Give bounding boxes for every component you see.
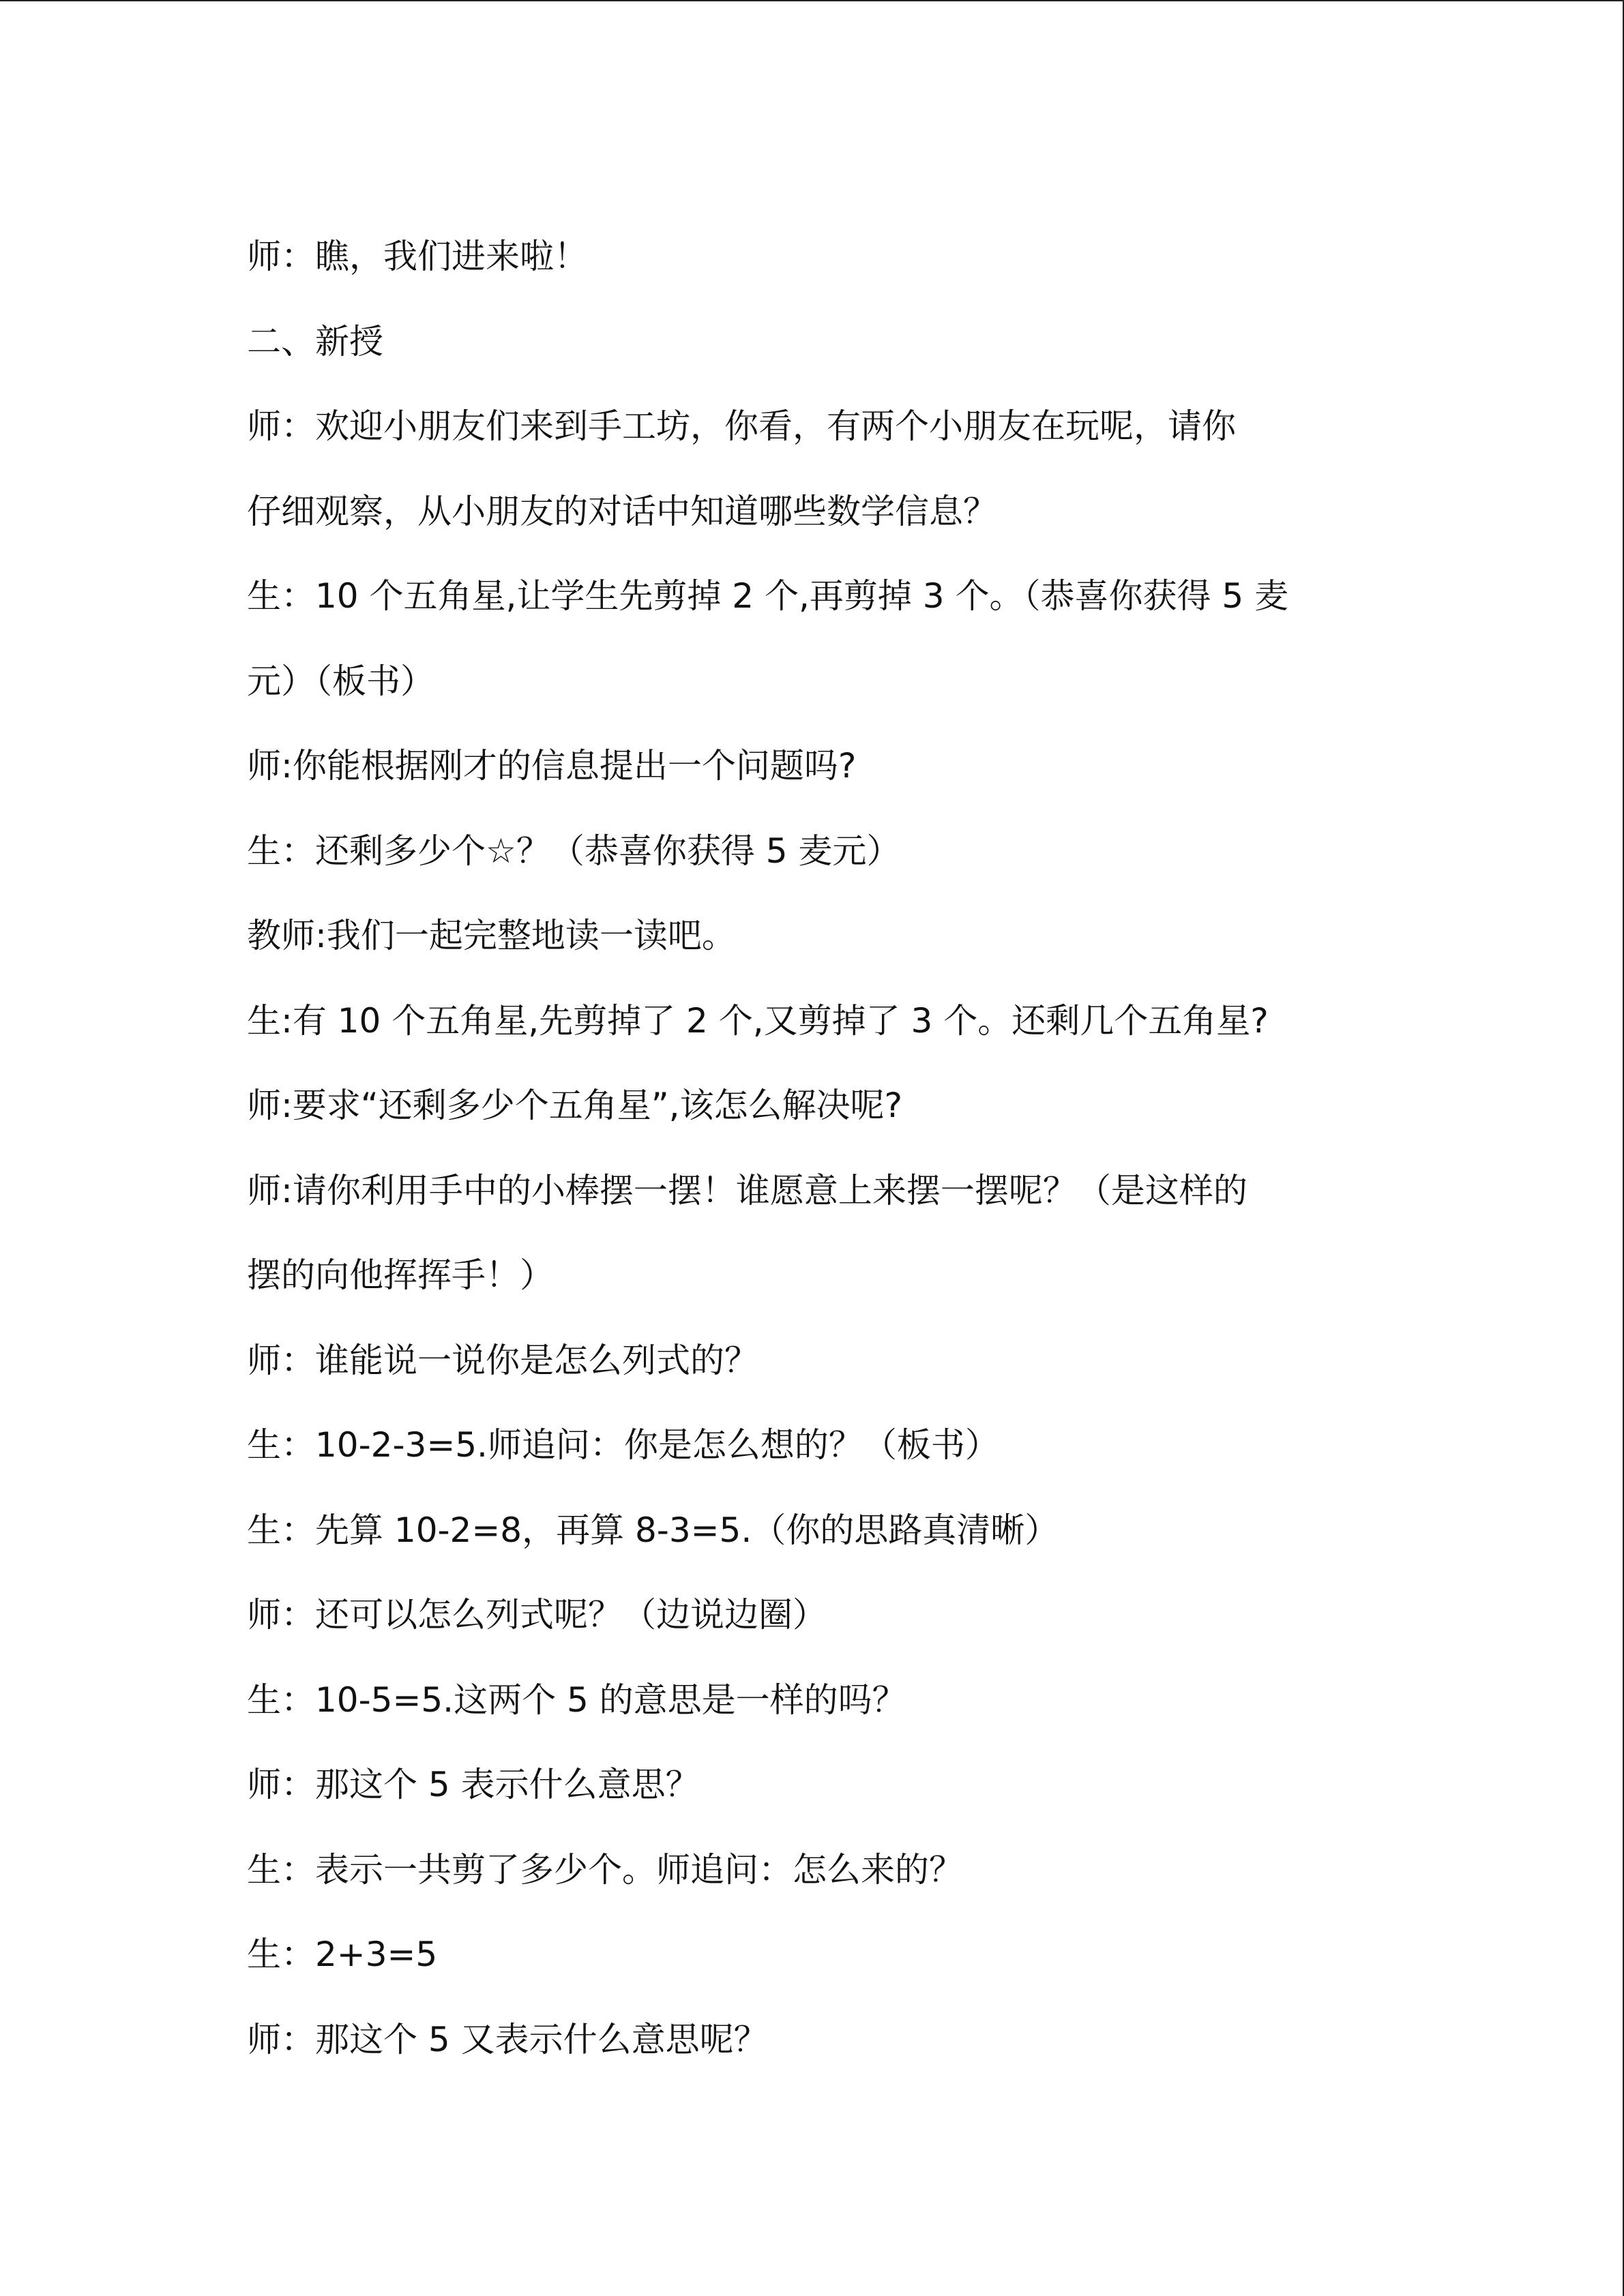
text-line: 师：瞧，我们进来啦！ — [247, 237, 588, 276]
text-line: 元）（板书） — [247, 661, 434, 701]
text-line: 师：那这个 5 又表示什么意思呢？ — [247, 2019, 768, 2059]
text-line: 师：欢迎小朋友们来到手工坊，你看，有两个小朋友在玩呢，请你 — [247, 406, 1236, 446]
text-line: 摆的向他挥挥手！） — [247, 1255, 554, 1295]
text-line: 师：还可以怎么列式呢？（边说边圈） — [247, 1595, 827, 1635]
text-line: 师：谁能说一说你是怎么列式的？ — [247, 1340, 758, 1380]
text-line: 生：10-2-3=5.师追问：你是怎么想的？（板书） — [247, 1425, 999, 1465]
text-line: 生：还剩多少个☆？（恭喜你获得 5 麦元） — [247, 831, 901, 871]
text-line: 师:你能根据刚才的信息提出一个问题吗? — [247, 746, 857, 786]
section-heading: 二、新授 — [247, 321, 383, 361]
text-line: 教师:我们一起完整地读一读吧。 — [247, 916, 736, 955]
text-line: 生：表示一共剪了多少个。师追问：怎么来的？ — [247, 1849, 963, 1890]
text-line: 生：10-5=5.这两个 5 的意思是一样的吗？ — [247, 1680, 906, 1720]
text-line: 生：先算 10-2=8，再算 8-3=5.（你的思路真清晰） — [247, 1510, 1059, 1550]
text-line: 师:请你利用手中的小棒摆一摆！谁愿意上来摆一摆呢？（是这样的 — [247, 1170, 1247, 1210]
text-line: 生：2+3=5 — [247, 1935, 438, 1974]
text-line: 仔细观察，从小朋友的对话中知道哪些数学信息？ — [247, 491, 997, 531]
text-line: 生：10 个五角星,让学生先剪掉 2 个,再剪掉 3 个。（恭喜你获得 5 麦 — [247, 576, 1289, 616]
text-line: 师：那这个 5 表示什么意思？ — [247, 1765, 700, 1804]
text-line: 生:有 10 个五角星,先剪掉了 2 个,又剪掉了 3 个。还剩几个五角星? — [247, 1000, 1269, 1041]
text-line: 师:要求“还剩多少个五角星”,该怎么解决呢? — [247, 1086, 903, 1125]
lesson-transcript — [247, 214, 1406, 2082]
